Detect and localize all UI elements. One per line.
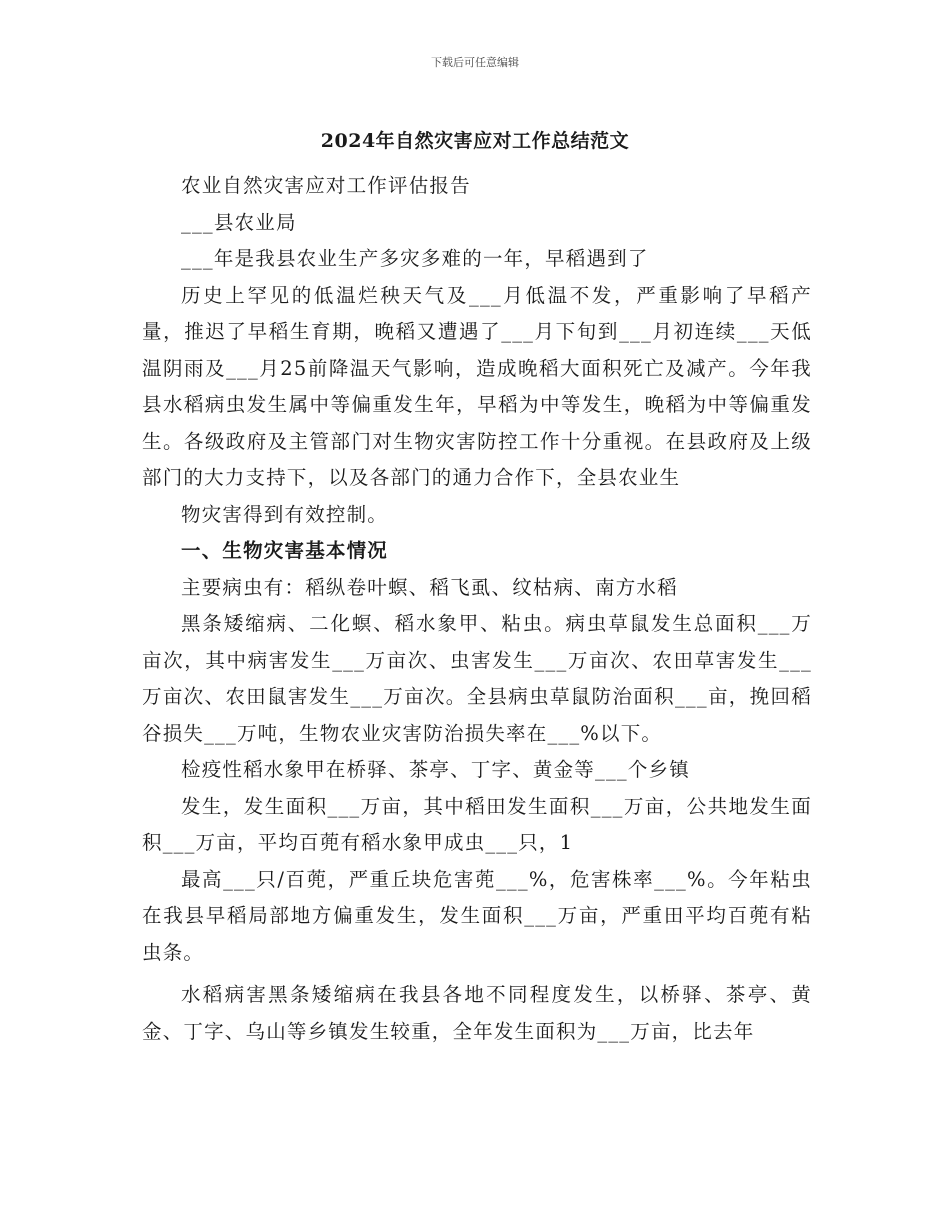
paragraph: 黑条矮缩病、二化螟、稻水象甲、粘虫。病虫草鼠发生总面积___万亩次，其中病害发生___万亩次、虫害发生___万亩次、农田草害发生___万亩次、农田鼠害发生___万亩次。全县病虫草鼠防治面积___亩，挽回稻谷损失___万吨，生物农业灾害防治损失率在___%以下。 — [142, 612, 812, 745]
paragraph: 历史上罕见的低温烂秧天气及___月低温不发，严重影响了早稻产量，推迟了早稻生育期，晚稻又遭遇了___月下旬到___月初连续___天低温阴雨及___月25前降温天气影响，造成晚稻大面积死亡及减产。今年我县水稻病虫发生属中等偏重发生年，早稻为中等发生，晚稻为中等偏重发生。各级政府及主管部门对生物灾害防控工作十分重视。在县政府及上级部门的大力支持下，以及各部门的通力合作下，全县农业生 — [142, 283, 812, 489]
paragraph: ___年是我县农业生产多灾多难的一年，早稻遇到了 — [181, 247, 649, 270]
paragraph: 主要病虫有：稻纵卷叶螟、稻飞虱、纹枯病、南方水稻 — [181, 575, 678, 599]
document-title: 2024年自然灾害应对工作总结范文 — [320, 130, 630, 152]
document-body — [142, 168, 812, 1050]
paragraph: 物灾害得到有效控制。 — [181, 502, 389, 526]
paragraph: 发生，发生面积___万亩，其中稻田发生面积___万亩，公共地发生面积___万亩，平均百蔸有稻水象甲成虫___只，1 — [142, 794, 812, 854]
section-heading: 一、生物灾害基本情况 — [181, 539, 389, 562]
paragraph: 检疫性稻水象甲在桥驿、茶亭、丁字、黄金等___个乡镇 — [181, 758, 690, 781]
report-subtitle: 农业自然灾害应对工作评估报告 — [181, 174, 471, 197]
page-header: 下载后可任意编辑 — [431, 56, 519, 69]
paragraph: 水稻病害黑条矮缩病在我县各地不同程度发生，以桥驿、茶亭、黄金、丁字、乌山等乡镇发生较重，全年发生面积为___万亩，比去年 — [142, 983, 812, 1043]
issuing-department: ___县农业局 — [181, 210, 297, 234]
paragraph: 最高___只/百蔸，严重丘块危害蔸___%，危害株率___%。今年粘虫在我县早稻局部地方偏重发生，发生面积___万亩，严重田平均百蔸有粘虫条。 — [142, 867, 812, 964]
